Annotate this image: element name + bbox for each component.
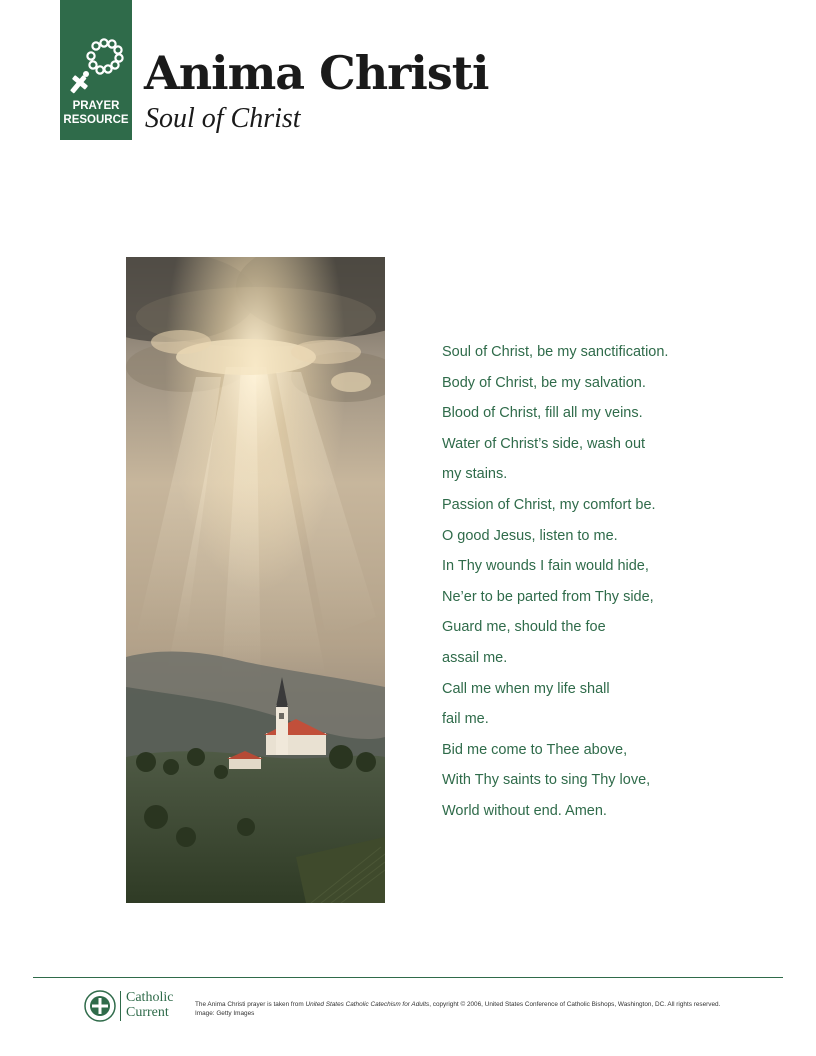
- prayer-line: fail me.: [442, 711, 489, 728]
- footer-divider: [33, 977, 783, 978]
- badge-line-1: PRAYER: [72, 100, 120, 112]
- logo-line-1: Catholic: [126, 990, 174, 1005]
- prayer-line: Ne’er to be parted from Thy side,: [442, 588, 654, 605]
- prayer-line: O good Jesus, listen to me.: [442, 527, 618, 544]
- rosary-icon: [66, 34, 126, 96]
- prayer-line: World without end. Amen.: [442, 802, 607, 819]
- badge-line-2: RESOURCE: [63, 114, 129, 126]
- prayer-line: Call me when my life shall: [442, 680, 610, 697]
- prayer-line: Body of Christ, be my salvation.: [442, 374, 646, 391]
- prayer-line: Bid me come to Thee above,: [442, 741, 628, 758]
- usccb-seal-icon: [84, 990, 116, 1022]
- image-credit: [195, 1000, 740, 1018]
- page-title: Anima Christi: [144, 46, 489, 100]
- page-subtitle: Soul of Christ: [145, 103, 301, 134]
- prayer-line: my stains.: [442, 466, 508, 483]
- prayer-line: Soul of Christ, be my sanctification.: [442, 344, 669, 360]
- logo-divider: [120, 991, 121, 1021]
- credit-suffix: , copyright © 2006, United States Conference of Catholic Bishops, Washington, DC. All rights reserved. Image: Getty Images: [195, 1001, 721, 1017]
- prayer-line: In Thy wounds I fain would hide,: [442, 558, 649, 575]
- prayer-line: Guard me, should the foe: [442, 619, 606, 636]
- prayer-line: With Thy saints to sing Thy love,: [442, 772, 651, 789]
- prayer-text: [442, 341, 772, 831]
- prayer-line: Passion of Christ, my comfort be.: [442, 496, 656, 513]
- badge-label: [60, 99, 132, 127]
- prayer-line: assail me.: [442, 649, 508, 666]
- credit-prefix: The Anima Christi prayer is taken from: [195, 1001, 306, 1008]
- logo-line-2: Current: [126, 1005, 169, 1020]
- prayer-resource-badge: [60, 0, 132, 140]
- church-landscape-photo: [126, 257, 385, 903]
- logo-wordmark: [126, 990, 173, 1020]
- catholic-current-logo: [84, 990, 184, 1024]
- prayer-line: Blood of Christ, fill all my veins.: [442, 405, 643, 422]
- credit-source: United States Catholic Catechism for Adults: [305, 1001, 430, 1008]
- prayer-line: Water of Christ’s side, wash out: [442, 435, 646, 452]
